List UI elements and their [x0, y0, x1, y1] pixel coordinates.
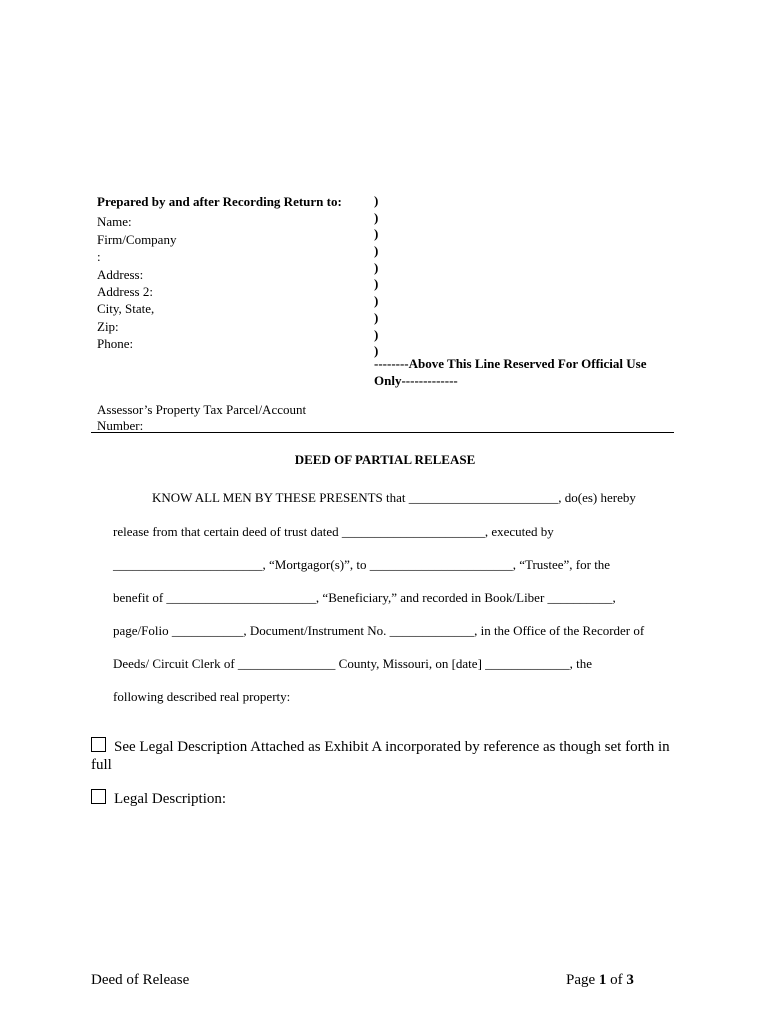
paren: ) — [374, 226, 379, 242]
page-total: 3 — [626, 972, 634, 988]
field-name: Name: — [97, 214, 132, 230]
field-address: Address: — [97, 266, 144, 282]
legal-description-option — [91, 789, 691, 808]
paren: ) — [374, 243, 379, 259]
body-line-3: _______________________, “Mortgagor(s)”, to ______________________, “Trustee”, for the — [113, 557, 611, 572]
field-firm-colon: : — [97, 249, 101, 265]
paren: ) — [374, 209, 379, 225]
paren: ) — [374, 259, 379, 275]
reserved-notice — [374, 355, 674, 389]
page-prefix: Page — [566, 972, 599, 988]
field-zip: Zip: — [97, 318, 119, 334]
paren: ) — [374, 343, 379, 359]
assessor-parcel — [97, 402, 357, 434]
paren: ) — [374, 309, 379, 325]
assessor-line-1: Assessor’s Property Tax Parcel/Account — [97, 402, 307, 417]
assessor-line-2: Number: — [97, 418, 144, 433]
exhibit-a-option — [91, 737, 691, 774]
reserved-line-2: Only------------- — [374, 373, 458, 388]
paren-column — [374, 193, 378, 360]
paren: ) — [374, 276, 379, 292]
exhibit-a-label-cont: full — [91, 757, 112, 773]
body-line-1: KNOW ALL MEN BY THESE PRESENTS that _______________________, do(es) hereby — [152, 490, 636, 505]
horizontal-rule — [91, 432, 674, 433]
paren: ) — [374, 326, 379, 342]
footer-page-number — [566, 972, 634, 989]
field-city-state: City, State, — [97, 301, 155, 317]
body-line-4: benefit of _______________________, “Beneficiary,” and recorded in Book/Liber __________, — [113, 590, 616, 605]
exhibit-a-checkbox[interactable] — [91, 737, 106, 752]
field-address-2: Address 2: — [97, 284, 153, 300]
body-line-6: Deeds/ Circuit Clerk of _______________ County, Missouri, on [date] _____________, the — [113, 656, 593, 671]
body-line-7: following described real property: — [113, 689, 291, 704]
footer-doc-name: Deed of Release — [91, 972, 190, 988]
paren: ) — [374, 193, 379, 208]
document-title: DEED OF PARTIAL RELEASE — [294, 452, 476, 467]
paren: ) — [374, 293, 379, 309]
reserved-line-1: --------Above This Line Reserved For Official Use — [374, 356, 647, 371]
exhibit-a-label: See Legal Description Attached as Exhibit A incorporated by reference as though set forth in — [114, 739, 670, 755]
page-current: 1 — [598, 972, 607, 988]
prepared-by-heading: Prepared by and after Recording Return to: — [97, 194, 342, 209]
page-of: of — [606, 972, 627, 988]
body-line-5: page/Folio ___________, Document/Instrument No. _____________, in the Office of the Recorder of — [113, 623, 645, 638]
return-to-block — [97, 193, 342, 353]
legal-description-checkbox[interactable] — [91, 789, 106, 804]
field-phone: Phone: — [97, 336, 134, 352]
field-firm: Firm/Company — [97, 231, 177, 247]
legal-description-label: Legal Description: — [114, 791, 227, 807]
body-line-2: release from that certain deed of trust dated ______________________, executed by — [113, 524, 554, 539]
